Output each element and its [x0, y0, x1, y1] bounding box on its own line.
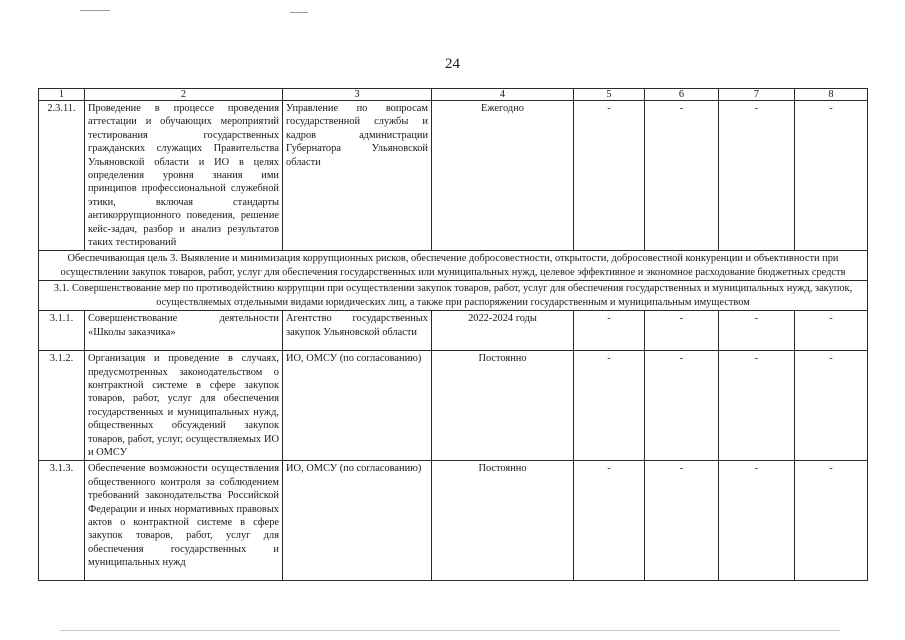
- term-cell: Постоянно: [432, 351, 574, 461]
- row-number: 3.1.1.: [39, 311, 85, 351]
- term-cell: 2022-2024 годы: [432, 311, 574, 351]
- measure-cell: Совершенствование деятельности «Школы заказчика»: [85, 311, 283, 351]
- value-cell: -: [574, 311, 645, 351]
- executor-cell: ИО, ОМСУ (по согласованию): [283, 351, 432, 461]
- value-cell: -: [795, 351, 868, 461]
- scan-artifact: [290, 12, 308, 13]
- value-cell: -: [719, 311, 795, 351]
- table-row: [39, 101, 868, 251]
- value-cell: -: [645, 101, 719, 251]
- table-row: [39, 311, 868, 351]
- value-cell: -: [719, 351, 795, 461]
- row-number: 2.3.11.: [39, 101, 85, 251]
- term-cell: Постоянно: [432, 461, 574, 581]
- executor-cell: Агентство государственных закупок Ульяновской области: [283, 311, 432, 351]
- value-cell: -: [795, 311, 868, 351]
- table-row: [39, 461, 868, 581]
- goal-3-heading: Обеспечивающая цель 3. Выявление и минимизация коррупционных рисков, обеспечение добросовестности, открытости, добросовестной конкуренции и объективности при осуществлении закупок товаров, работ, услуг для обеспечения государственных или муниципальных нужд, целевое эффективное и экономное расходование бюджетных средств: [39, 251, 868, 281]
- column-header: 5: [574, 89, 645, 101]
- value-cell: -: [645, 461, 719, 581]
- measures-table: [38, 88, 868, 581]
- value-cell: -: [795, 461, 868, 581]
- scan-artifact: [80, 10, 110, 11]
- value-cell: -: [719, 461, 795, 581]
- executor-cell: ИО, ОМСУ (по согласованию): [283, 461, 432, 581]
- table-header-row: [39, 89, 868, 101]
- measure-cell: Обеспечение возможности осуществления общественного контроля за соблюдением требований законодательства Российской Федерации и иных нормативных правовых актов о контрактной системе в сфере закупок товаров, работ, услуг для обеспечения государственных и муниципальных нужд: [85, 461, 283, 581]
- value-cell: -: [574, 101, 645, 251]
- task-row: [39, 281, 868, 311]
- column-header: 1: [39, 89, 85, 101]
- value-cell: -: [645, 351, 719, 461]
- column-header: 4: [432, 89, 574, 101]
- column-header: 2: [85, 89, 283, 101]
- row-number: 3.1.3.: [39, 461, 85, 581]
- executor-cell: Управление по вопросам государственной службы и кадров администрации Губернатора Ульяновской области: [283, 101, 432, 251]
- measure-cell: Проведение в процессе проведения аттестации и обучающих мероприятий тестирования государственных гражданских служащих Правительства Ульяновской области и ИО в целях определения уровня знания ими принципов профессиональной служебной этики, включая стандарты антикоррупционного поведения, решение кейс-задач, разбор и анализ результатов таких тестирований: [85, 101, 283, 251]
- scan-artifact: [60, 630, 840, 631]
- goal-row: [39, 251, 868, 281]
- value-cell: -: [795, 101, 868, 251]
- table-row: [39, 351, 868, 461]
- value-cell: -: [645, 311, 719, 351]
- column-header: 8: [795, 89, 868, 101]
- row-number: 3.1.2.: [39, 351, 85, 461]
- task-3-1-heading: 3.1. Совершенствование мер по противодействию коррупции при осуществлении закупок товаров, работ, услуг для обеспечения государственных и муниципальных нужд, закупок, осуществляемых отдельными видами юридических лиц, а также при распоряжении государственным и муниципальным имуществом: [39, 281, 868, 311]
- column-header: 6: [645, 89, 719, 101]
- term-cell: Ежегодно: [432, 101, 574, 251]
- measure-cell: Организация и проведение в случаях, предусмотренных законодательством о контрактной системе в сфере закупок товаров, работ, услуг для обеспечения государственных и муниципальных нужд, общественных обсуждений закупок товаров, работ, услуг, осуществляемых ИО и ОМСУ: [85, 351, 283, 461]
- column-header: 7: [719, 89, 795, 101]
- value-cell: -: [574, 351, 645, 461]
- column-header: 3: [283, 89, 432, 101]
- value-cell: -: [719, 101, 795, 251]
- page-number: 24: [445, 56, 460, 72]
- value-cell: -: [574, 461, 645, 581]
